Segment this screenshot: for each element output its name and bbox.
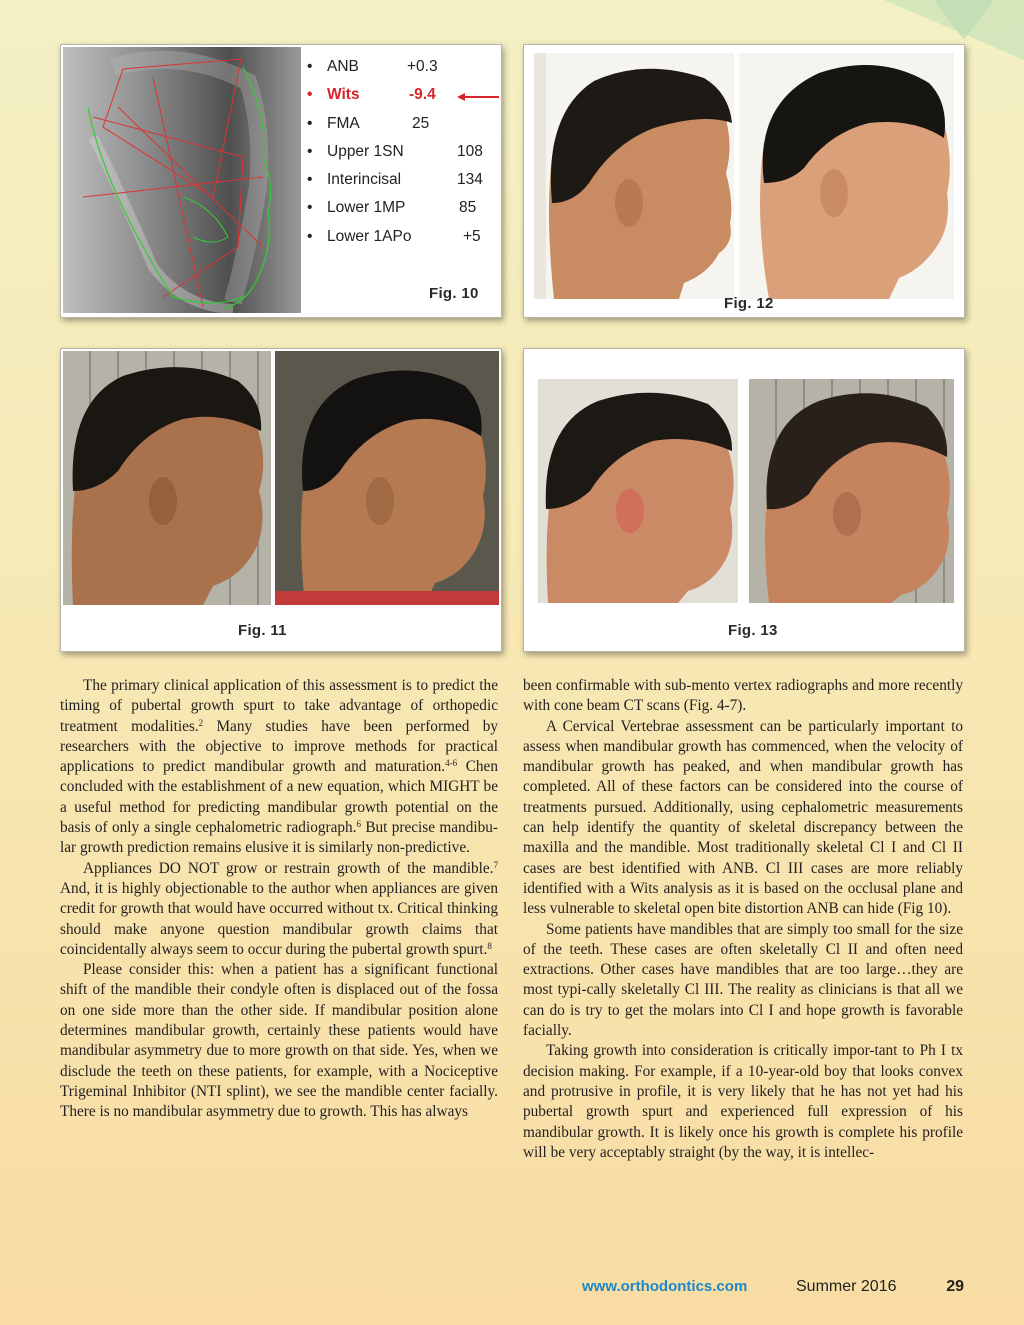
figure-10 <box>60 44 502 318</box>
paragraph: been confirmable with sub-mento vertex radiographs and more recently with cone beam CT scans (Fig. 4-7). <box>523 677 963 715</box>
article-column-right <box>523 676 963 1163</box>
website-link[interactable]: www.orthodontics.com <box>582 1278 748 1295</box>
measure-row-fma <box>305 110 495 138</box>
measure-value: 85 <box>459 199 477 217</box>
figure-caption: Fig. 11 <box>238 622 287 639</box>
reference: 8 <box>487 940 492 951</box>
bullet: • <box>307 199 313 217</box>
figure-caption: Fig. 13 <box>728 622 778 639</box>
measure-label: Interincisal <box>327 171 402 189</box>
paragraph <box>60 676 498 859</box>
boy-profile-illustration <box>534 53 734 299</box>
measure-value: 108 <box>457 142 483 160</box>
figure-11 <box>60 348 502 652</box>
bullet: • <box>307 142 313 160</box>
reference: 4-6 <box>445 758 458 769</box>
measure-row-anb <box>305 53 495 81</box>
bullet: • <box>307 86 313 104</box>
measure-value: 134 <box>457 171 483 189</box>
measure-row-lower-1mp <box>305 194 495 222</box>
issue-date: Summer 2016 <box>796 1278 897 1295</box>
measure-row-wits <box>305 81 495 109</box>
profile-photo-after <box>275 351 499 605</box>
measure-label: ANB <box>327 58 359 75</box>
ceph-tracing <box>63 47 301 313</box>
figure-12 <box>523 44 965 318</box>
page-footer <box>582 1278 964 1300</box>
measure-row-upper-1sn <box>305 138 495 166</box>
measure-value: +0.3 <box>407 58 438 75</box>
red-arrow-icon <box>457 93 499 101</box>
measure-value: +5 <box>463 227 481 245</box>
measure-label: Wits <box>327 86 360 104</box>
paragraph: Taking growth into consideration is critically impor-tant to Ph I tx decision making. For example, if a 10-year-old boy that looks convex and protrusive in profile, it is very likely that he has not yet had his pubertal growth spurt and experienced full expression of his mandibular growth. It is likely once his growth is complete his profile will be very acceptably straight (by the way, it is intellec- <box>523 1042 963 1161</box>
measure-label: Lower 1MP <box>327 199 406 217</box>
text: But precise mandibu-lar growth prediction remains elusive it is similarly non-predictive. <box>60 819 498 857</box>
text: Many studies have been performed by researchers with the objective to improve methods for practical applications to predict mandibular growth and maturation. <box>60 717 498 776</box>
bullet: • <box>307 58 313 75</box>
bullet: • <box>307 227 313 245</box>
measure-row-interincisal <box>305 166 495 194</box>
figure-caption: Fig. 10 <box>429 285 479 302</box>
paragraph <box>60 859 498 960</box>
cephalometric-measurements <box>305 53 495 251</box>
measure-row-lower-1apo <box>305 223 495 251</box>
article-column-left <box>60 676 498 1123</box>
cephalometric-radiograph <box>63 47 301 313</box>
text: The primary clinical application of this assessment is to predict the timing of pubertal growth spurt to take advantage of orthopedic treatment modalities. <box>60 677 498 735</box>
measure-label: Lower 1APo <box>327 227 412 245</box>
reference: 6 <box>356 819 361 830</box>
measure-label: FMA <box>327 114 360 132</box>
boy-profile-illustration <box>275 351 499 605</box>
figure-caption: Fig. 12 <box>724 295 774 312</box>
profile-photo-before <box>538 379 738 603</box>
figure-13 <box>523 348 965 652</box>
boy-profile-illustration <box>538 379 738 603</box>
boy-profile-illustration <box>739 53 954 299</box>
boy-profile-illustration <box>63 351 271 605</box>
profile-photo-after <box>739 53 954 299</box>
text: Chen concluded with the establishment of a new equation, which MIGHT be a useful method for predicting mandibular growth potential on the basis of only a single cephalometric radiograph. <box>60 758 498 837</box>
paragraph: A Cervical Vertebrae assessment can be particularly important to assess when mandibular growth has commenced, when the velocity of mandibular growth has peaked, and when mandibular growth has completed. All of these factors can be considered into the course of treatments pursued. Additionally, using cephalometric measurements can help identify the quantity of skeletal discrepancy between the maxilla and the mandible. Most traditionally skeletal Cl I and Cl II cases are best identified with ANB. Cl III cases are more reliably identified with a Wits analysis as it is based on the occlusal plane and less vulnerable to skeletal open bite distortion ANB can hide (Fig 10). <box>523 717 963 918</box>
measure-value: -9.4 <box>409 86 436 104</box>
text: Appliances DO NOT grow or restrain growth of the mandible. <box>83 859 494 877</box>
profile-photo-after <box>749 379 954 603</box>
reference: 7 <box>493 859 498 870</box>
text: And, it is highly objectionable to the author when appliances are given credit for growth that would have occurred without tx. Critical thinking should make anyone question mandibular growth claims that coincidentally always seem to occur during the pubertal growth spurt. <box>60 879 498 958</box>
profile-photo-before <box>534 53 734 299</box>
measure-label: Upper 1SN <box>327 142 404 160</box>
profile-photo-before <box>63 351 271 605</box>
measure-value: 25 <box>412 114 430 132</box>
reference: 2 <box>198 717 204 728</box>
bullet: • <box>307 171 313 189</box>
page-number: 29 <box>946 1278 964 1295</box>
boy-profile-illustration <box>749 379 954 603</box>
paragraph: Please consider this: when a patient has a significant functional shift of the mandible their condyle often is displaced out of the fossa on one side more than the other side. If mandibular position alone determines mandibular growth, certainly these patients would have mandibular asymmetry due to more growth on that side. Yes, when we disclude the teeth on these patients, for example, with a Nociceptive Trigeminal Inhibitor (NTI splint), we see the mandible center facially. There is no mandibular asymmetry due to growth. This has always <box>60 961 498 1121</box>
bullet: • <box>307 114 313 132</box>
paragraph: Some patients have mandibles that are simply too small for the size of the teeth. These cases are often skeletally Cl II and often need extractions. Other cases have mandibles that are too large…they are most typi-cally skeletally Cl III. The reality as clinicians is that all we can do is try to get the molars into Cl I and hope growth is favorable facially. <box>523 920 963 1040</box>
